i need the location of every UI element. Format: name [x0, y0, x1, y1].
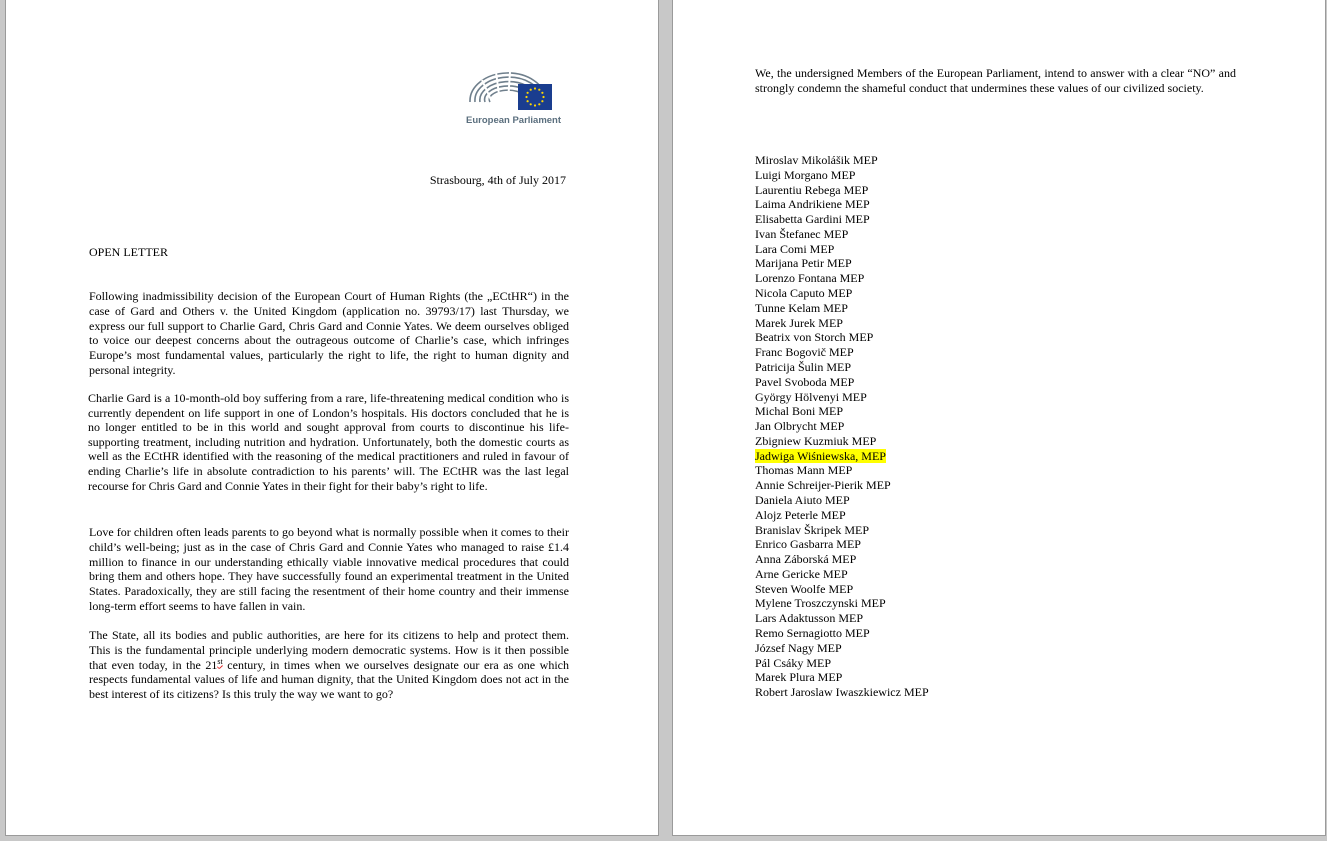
signatory-item	[755, 360, 929, 375]
letter-heading: OPEN LETTER	[89, 245, 168, 259]
signatory-item	[755, 390, 929, 405]
signatory-item	[755, 463, 929, 478]
signatory-name: Tunne Kelam MEP	[755, 300, 848, 315]
signatory-name: Anna Záborská MEP	[755, 552, 857, 567]
signatory-name: Pavel Svoboda MEP	[755, 374, 855, 389]
signatory-name: Miroslav Mikolášik MEP	[755, 153, 878, 167]
paragraph-2: Charlie Gard is a 10-month-old boy suffering from a rare, life-threatening medical condition who is currently dependent on life support in one of London’s hospitals. His doctors concluded that he is no longer entitled to be in this world and sought approval from courts to discontinue his life-supporting treatment, including nutrition and hydration. Unfortunately, both the domestic courts as well as the ECtHR identified with the reasoning of the medical practitioners and ruled in favour of ending Charlie’s life in absolute contradiction to his parents’ will. The ECtHR was the last legal recourse for Chris Gard and Connie Yates in their fight for their baby’s right to life.	[88, 391, 569, 493]
document-page-1	[5, 0, 659, 836]
paragraph-1: Following inadmissibility decision of the European Court of Human Rights (the „ECtHR“) in the case of Gard and Others v. the United Kingdom (application no. 39793/17) last Thursday, we express our full support to Charlie Gard, Chris Gard and Connie Yates. We deem ourselves obliged to voice our deepest concerns about the outrageous outcome of Charlie’s case, which infringes Europe’s most fundamental values, particularly the right to life, the right to human dignity and personal integrity.	[89, 289, 569, 377]
signatory-name: Thomas Mann MEP	[755, 463, 853, 478]
signatory-item	[755, 685, 929, 700]
signatory-name: Branislav Škripek MEP	[755, 522, 869, 537]
signatory-item	[755, 242, 929, 257]
signatory-item	[755, 316, 929, 331]
signatory-name: Michal Boni MEP	[755, 404, 844, 419]
signatory-item	[755, 596, 929, 611]
signatory-name: Pál Csáky MEP	[755, 655, 832, 670]
paragraph-4-text-a: The State, all its bodies and public authorities, are here for its citizens to help and protect them. This is the fundamental principle underlying modern democratic systems. How is it then possible that even today, in the 21	[89, 628, 569, 672]
signatory-name: Beatrix von Storch MEP	[755, 330, 874, 345]
signatory-name: Elisabetta Gardini MEP	[755, 212, 870, 227]
signatory-name: Mylene Troszczynski MEP	[755, 596, 886, 611]
signatory-name: Robert Jaroslaw Iwaszkiewicz MEP	[755, 685, 929, 700]
signatory-name: Remo Sernagiotto MEP	[755, 626, 870, 640]
signatory-name: Daniela Aiuto MEP	[755, 492, 850, 507]
signatory-item	[755, 256, 929, 271]
signatory-name: Enrico Gasbarra MEP	[755, 537, 861, 552]
signatory-item	[755, 611, 929, 626]
signatory-item	[755, 404, 929, 419]
signatory-item	[755, 656, 929, 671]
signatory-item	[755, 670, 929, 685]
signatory-item	[755, 168, 929, 183]
signatory-item	[755, 197, 929, 212]
signatory-item	[755, 626, 929, 641]
signatory-item	[755, 330, 929, 345]
signatory-item	[755, 345, 929, 360]
signatory-item	[755, 552, 929, 567]
signatory-item	[755, 271, 929, 286]
signatory-item	[755, 582, 929, 597]
letter-date: Strasbourg, 4th of July 2017	[429, 173, 566, 187]
signatory-item	[755, 434, 929, 449]
signatory-item	[755, 537, 929, 552]
paragraph-3: Love for children often leads parents to go beyond what is normally possible when it comes to their child’s well-being; just as in the case of Chris Gard and Connie Yates who managed to raise £1.4 million to finance in our understanding ethically viable innovative medical procedures that could bring them and others hope. They have successfully found an experimental treatment in the United States. Paradoxically, they are still facing the resentment of their home country and their immense long-term effort seems to have fallen in vain.	[89, 525, 569, 613]
signatory-name: Annie Schreijer-Pierik MEP	[755, 478, 891, 493]
signatory-item	[755, 493, 929, 508]
signatory-name: József Nagy MEP	[755, 640, 842, 655]
signatory-name: Arne Gericke MEP	[755, 566, 848, 581]
signatory-item	[755, 523, 929, 538]
european-parliament-logo	[466, 66, 562, 128]
signatory-name: Jadwiga Wiśniewska, MEP	[755, 448, 886, 463]
paragraph-4-text-b: century, in times when we ourselves designate our era as one which respects fundamental values of life and human dignity, that the United Kingdom does not act in the best interest of its citizens? Is this truly the way we want to go?	[89, 657, 569, 701]
logo-text: European Parliament	[466, 115, 562, 126]
signatory-name: Franc Bogovič MEP	[755, 345, 854, 360]
signatory-name: Marijana Petir MEP	[755, 256, 852, 271]
signatory-item	[755, 153, 929, 168]
signatory-name: Lorenzo Fontana MEP	[755, 271, 865, 286]
signatory-name: Steven Woolfe MEP	[755, 581, 854, 596]
signatory-name: Laima Andrikiene MEP	[755, 197, 870, 212]
signatory-name: Luigi Morgano MEP	[755, 167, 856, 182]
signatory-item	[755, 567, 929, 582]
signatory-item	[755, 375, 929, 390]
signatory-item	[755, 478, 929, 493]
signatory-item	[755, 212, 929, 227]
signatory-item	[755, 286, 929, 301]
signatory-item	[755, 508, 929, 523]
signatory-name: Lara Comi MEP	[755, 241, 835, 256]
intro-paragraph: We, the undersigned Members of the European Parliament, intend to answer with a clear “NO” and strongly condemn the shameful conduct that undermines these values of our civilized society.	[755, 66, 1236, 95]
signatory-name: Laurentiu Rebega MEP	[755, 182, 869, 197]
signatory-name: Zbigniew Kuzmiuk MEP	[755, 433, 877, 448]
parliament-hemicycle-icon	[466, 66, 558, 114]
signatory-name: Nicola Caputo MEP	[755, 286, 853, 301]
signatory-item	[755, 183, 929, 198]
signatory-item	[755, 301, 929, 316]
signatory-name: Marek Jurek MEP	[755, 315, 843, 330]
signatory-name: Marek Plura MEP	[755, 670, 843, 685]
signatory-item	[755, 641, 929, 656]
signatory-item	[755, 227, 929, 242]
signatory-name: György Hölvenyi MEP	[755, 389, 867, 404]
signatory-name: Ivan Štefanec MEP	[755, 226, 849, 241]
ordinal-suffix: st	[217, 656, 223, 666]
signatory-name: Alojz Peterle MEP	[755, 507, 846, 522]
paragraph-4	[89, 628, 569, 702]
document-page-2	[672, 0, 1326, 836]
signatory-name: Patricija Šulin MEP	[755, 359, 851, 374]
signatory-name: Lars Adaktusson MEP	[755, 611, 863, 626]
signatory-item	[755, 419, 929, 434]
signatory-list	[755, 153, 929, 700]
signatory-name: Jan Olbrycht MEP	[755, 419, 845, 434]
signatory-item	[755, 449, 929, 464]
